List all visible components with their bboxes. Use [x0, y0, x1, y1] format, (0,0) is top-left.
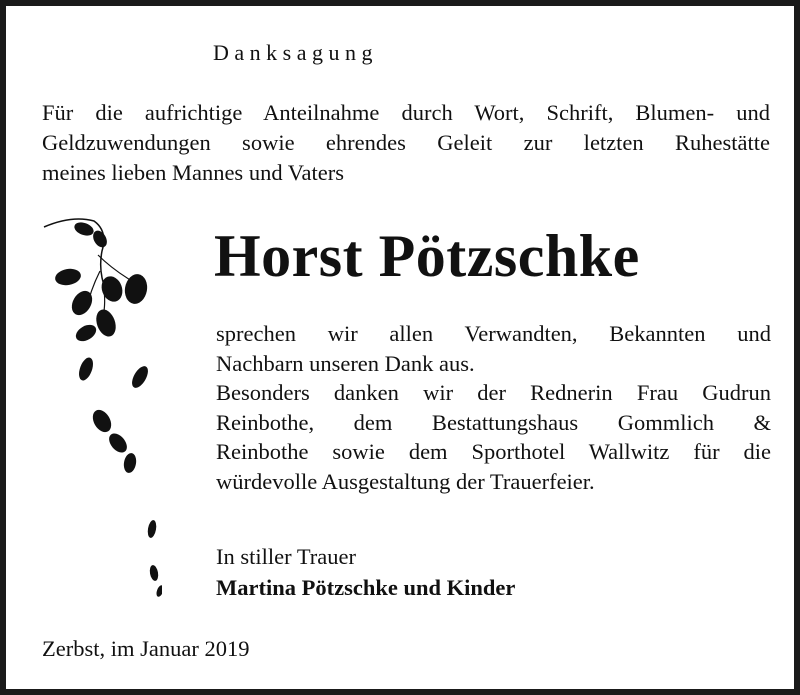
signature-names: Martina Pötzschke und Kinder [216, 575, 516, 600]
body-line: sprechen wir allen Verwandten, Bekannten und [216, 321, 771, 346]
deceased-name: Horst Pötzschke [214, 223, 640, 289]
place-date: Zerbst, im Januar 2019 [42, 636, 250, 661]
body-line: Reinbothe, dem Bestattungshaus Gommlich & [216, 409, 771, 435]
signature-intro: In stiller Trauer [216, 544, 356, 569]
body-line: würdevolle Ausgestaltung der Trauerfeier. [216, 468, 595, 494]
body-line: Besonders danken wir der Rednerin Frau Gudrun [216, 380, 771, 405]
notice-heading: Danksagung [213, 40, 378, 65]
leaf-branch-icon [42, 211, 162, 611]
intro-line: meines lieben Mannes und Vaters [42, 160, 345, 185]
signature-block [216, 541, 515, 603]
intro-text [42, 98, 770, 188]
body-line: Nachbarn unseren Dank aus. [216, 350, 475, 376]
intro-line: Geldzuwendungen sowie ehrendes Geleit zur letzten Ruhestätte [42, 130, 770, 155]
body-text [216, 319, 771, 496]
body-line: Reinbothe sowie dem Sporthotel Wallwitz für die [216, 439, 771, 464]
intro-line: Für die aufrichtige Anteilnahme durch Wort, Schrift, Blumen- und [42, 100, 770, 125]
